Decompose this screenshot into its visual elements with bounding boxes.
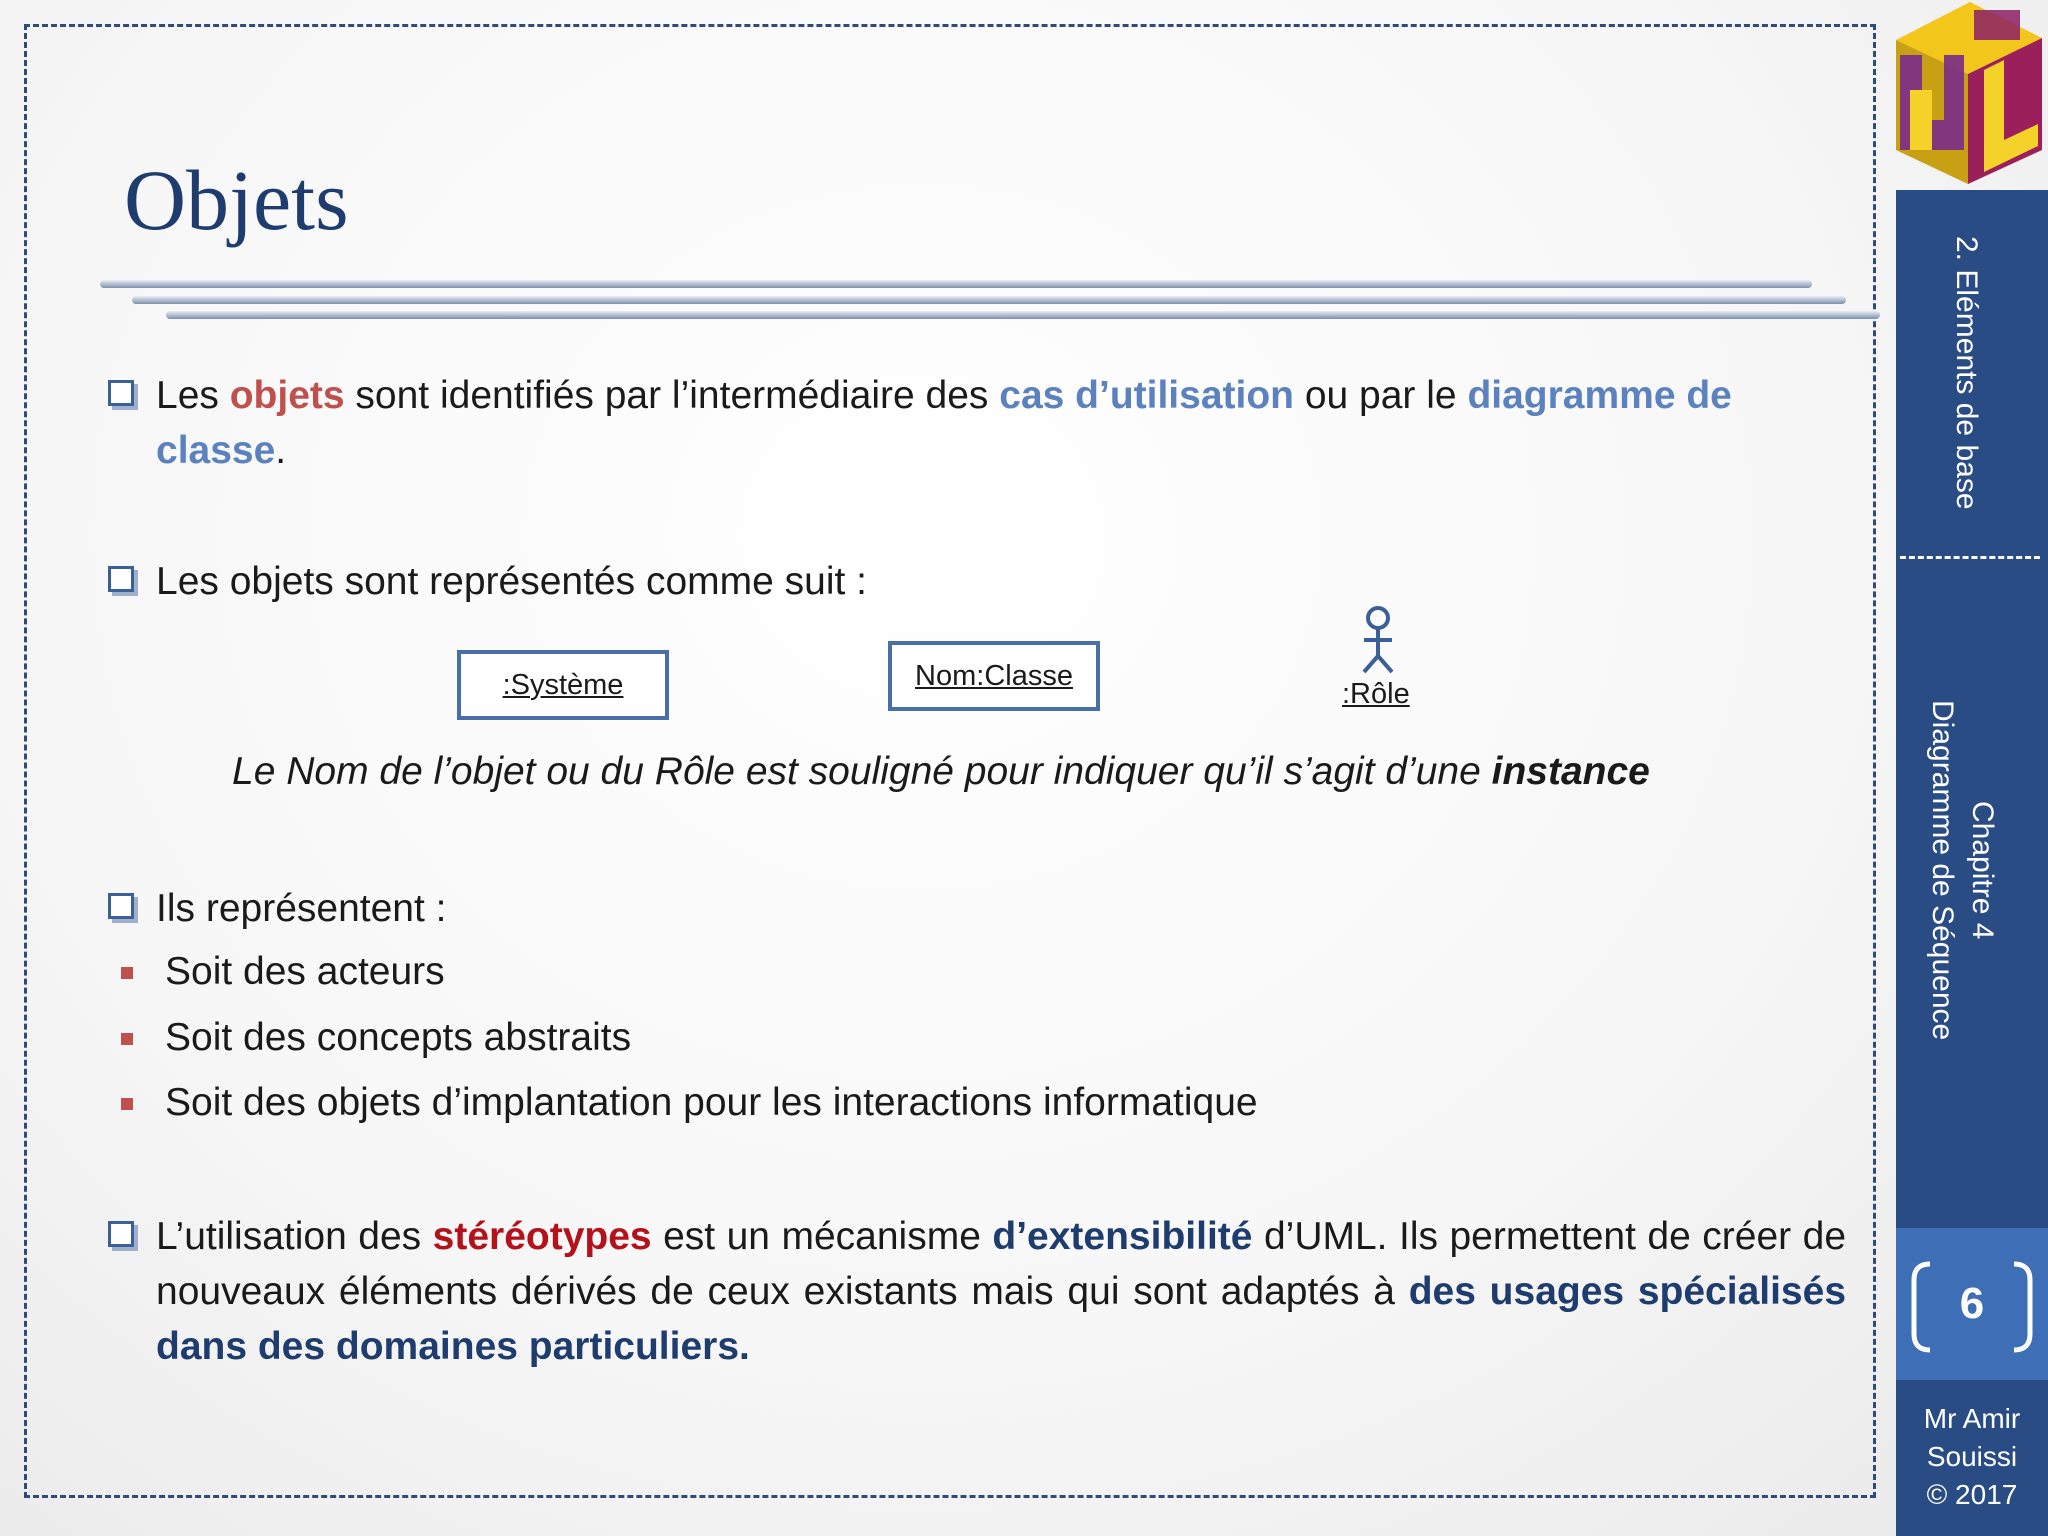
hollow-square-bullet-icon bbox=[108, 380, 134, 406]
caption-text: Le Nom de l’objet ou du Rôle est souligné pour indiquer qu’il s’agit d’une bbox=[232, 750, 1492, 793]
keyword-extensibilite: d’extensibilité bbox=[992, 1215, 1253, 1258]
list-item bbox=[165, 1081, 1258, 1125]
red-square-bullet-icon bbox=[121, 1033, 133, 1045]
bullet-representation: Les objets sont représentés comme suit : bbox=[156, 560, 868, 603]
section-label: 2. Eléments de base bbox=[1950, 236, 1983, 510]
keyword-usages-specialises: des usages spécialisés dans des domaines particuliers. bbox=[156, 1270, 1847, 1368]
list-item-text: Soit des acteurs bbox=[165, 950, 445, 993]
author-credit bbox=[1896, 1400, 2048, 1514]
keyword-diagramme-de-classe: diagramme de classe bbox=[156, 374, 1732, 472]
list-item-text: Soit des objets d’implantation pour les interactions informatique bbox=[165, 1081, 1258, 1124]
hollow-square-bullet-icon bbox=[108, 566, 134, 592]
chapter-number: Chapitre 4 bbox=[1966, 800, 1999, 940]
bullet-ils-representent: Ils représentent : bbox=[156, 887, 447, 930]
chapter-label bbox=[1922, 690, 2002, 1050]
system-object-box: :Système bbox=[457, 650, 669, 720]
author-last-name: Souissi bbox=[1926, 1441, 2018, 1472]
list-item bbox=[165, 1016, 631, 1060]
bullet4-text-part: d’UML. Ils permettent de créer de nouveaux éléments dérivés de ceux existants mais qui sont adaptés à bbox=[156, 1215, 1847, 1313]
keyword-objets: objets bbox=[229, 374, 345, 417]
copyright-year: © 2017 bbox=[1926, 1479, 2018, 1510]
hollow-square-bullet-icon bbox=[108, 1221, 134, 1247]
stick-figure-icon bbox=[1358, 606, 1398, 676]
title-rule-2 bbox=[132, 296, 1846, 304]
bullet1-text-part: sont identifiés par l’intermédiaire des bbox=[344, 374, 1000, 417]
red-square-bullet-icon bbox=[121, 1098, 133, 1110]
chapter-name: Diagramme de Séquence bbox=[1926, 699, 1959, 1041]
class-object-box: Nom:Classe bbox=[888, 641, 1100, 711]
bullet4-text-part: est un mécanisme bbox=[651, 1215, 993, 1258]
list-item-text: Soit des concepts abstraits bbox=[165, 1016, 632, 1059]
page-number-box bbox=[1896, 1228, 2048, 1380]
keyword-stereotypes: stéréotypes bbox=[432, 1215, 652, 1258]
bullet1-text-part: ou par le bbox=[1293, 374, 1468, 417]
red-square-bullet-icon bbox=[121, 967, 133, 979]
title-rule-3 bbox=[166, 311, 1880, 319]
uml-logo-icon bbox=[1892, 0, 2048, 188]
page-number: 6 bbox=[1959, 1279, 1985, 1328]
keyword-cas-utilisation: cas d’utilisation bbox=[999, 374, 1294, 417]
bullet-stereotypes bbox=[156, 1209, 1846, 1374]
bullet1-text-part: Les bbox=[156, 374, 230, 417]
bullet1-text-part: . bbox=[275, 429, 287, 472]
slide-title: Objets bbox=[124, 152, 349, 248]
author-first-name: Mr Amir bbox=[1923, 1403, 2021, 1434]
sidebar-divider bbox=[1900, 556, 2040, 559]
title-rule-1 bbox=[100, 280, 1812, 288]
bullet4-text-part: L’utilisation des bbox=[156, 1215, 433, 1258]
instance-caption bbox=[232, 750, 1650, 794]
bullet-objets-identification bbox=[156, 368, 1856, 478]
caption-keyword-instance: instance bbox=[1491, 750, 1650, 793]
list-item bbox=[165, 950, 445, 994]
hollow-square-bullet-icon bbox=[108, 893, 134, 919]
role-label: :Rôle bbox=[1342, 678, 1410, 710]
